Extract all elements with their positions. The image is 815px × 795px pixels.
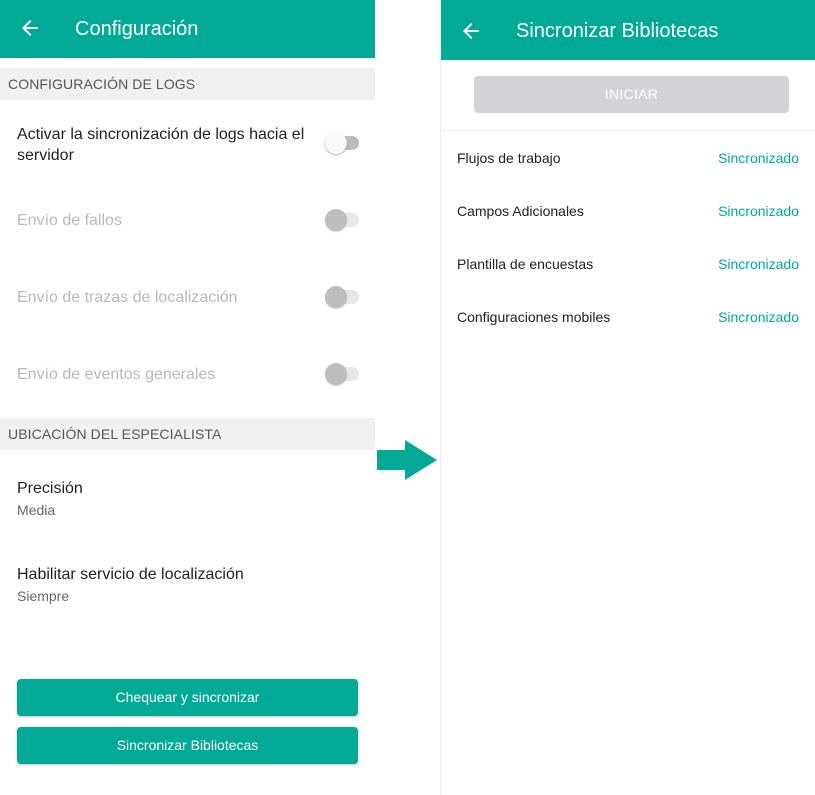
library-status: Sincronizado [718, 203, 799, 219]
pref-log-sync-label: Activar la sincronización de logs hacia el servidor [17, 126, 305, 164]
pref-location-service-title: Habilitar servicio de localización [17, 566, 244, 583]
switch-thumb [325, 363, 347, 385]
switch-thumb [325, 286, 347, 308]
sync-libraries-button[interactable]: Sincronizar Bibliotecas [17, 727, 358, 764]
pref-precision-title: Precisión [17, 480, 83, 497]
location-traces-switch[interactable] [325, 286, 361, 308]
switch-thumb [325, 132, 347, 154]
pref-crash-report-label: Envío de fallos [17, 212, 122, 229]
library-name: Campos Adicionales [457, 203, 584, 219]
section-header-logs: CONFIGURACIÓN DE LOGS [0, 68, 375, 100]
pref-precision-summary: Media [17, 502, 56, 518]
library-status: Sincronizado [718, 309, 799, 325]
log-sync-switch[interactable] [325, 132, 361, 154]
page-title: Sincronizar Bibliotecas [516, 20, 719, 42]
check-and-sync-button[interactable]: Chequear y sincronizar [17, 679, 358, 716]
arrow-left-icon[interactable] [459, 19, 483, 43]
start-button[interactable]: INICIAR [474, 76, 789, 113]
library-status: Sincronizado [718, 150, 799, 166]
arrow-left-icon[interactable] [18, 16, 42, 40]
list-item [441, 290, 815, 343]
settings-screen [0, 0, 375, 795]
library-name: Configuraciones mobiles [457, 309, 611, 325]
library-status: Sincronizado [718, 256, 799, 272]
crash-report-switch[interactable] [325, 209, 361, 231]
page-title: Configuración [75, 18, 199, 40]
sync-libraries-screen [440, 0, 815, 795]
arrow-right-icon [377, 440, 437, 480]
pref-location-traces-label: Envío de trazas de localización [17, 289, 238, 306]
pref-location-service-summary: Siempre [17, 588, 70, 604]
list-item [441, 237, 815, 290]
library-name: Flujos de trabajo [457, 150, 561, 166]
general-events-switch[interactable] [325, 363, 361, 385]
list-item [441, 131, 815, 184]
switch-thumb [325, 209, 347, 231]
library-list [441, 130, 815, 341]
list-item [441, 184, 815, 237]
library-name: Plantilla de encuestas [457, 256, 594, 272]
section-header-location: UBICACIÓN DEL ESPECIALISTA [0, 418, 375, 450]
pref-general-events-label: Envío de eventos generales [17, 366, 216, 383]
settings-app-bar [0, 0, 375, 58]
sync-app-bar [441, 0, 815, 60]
